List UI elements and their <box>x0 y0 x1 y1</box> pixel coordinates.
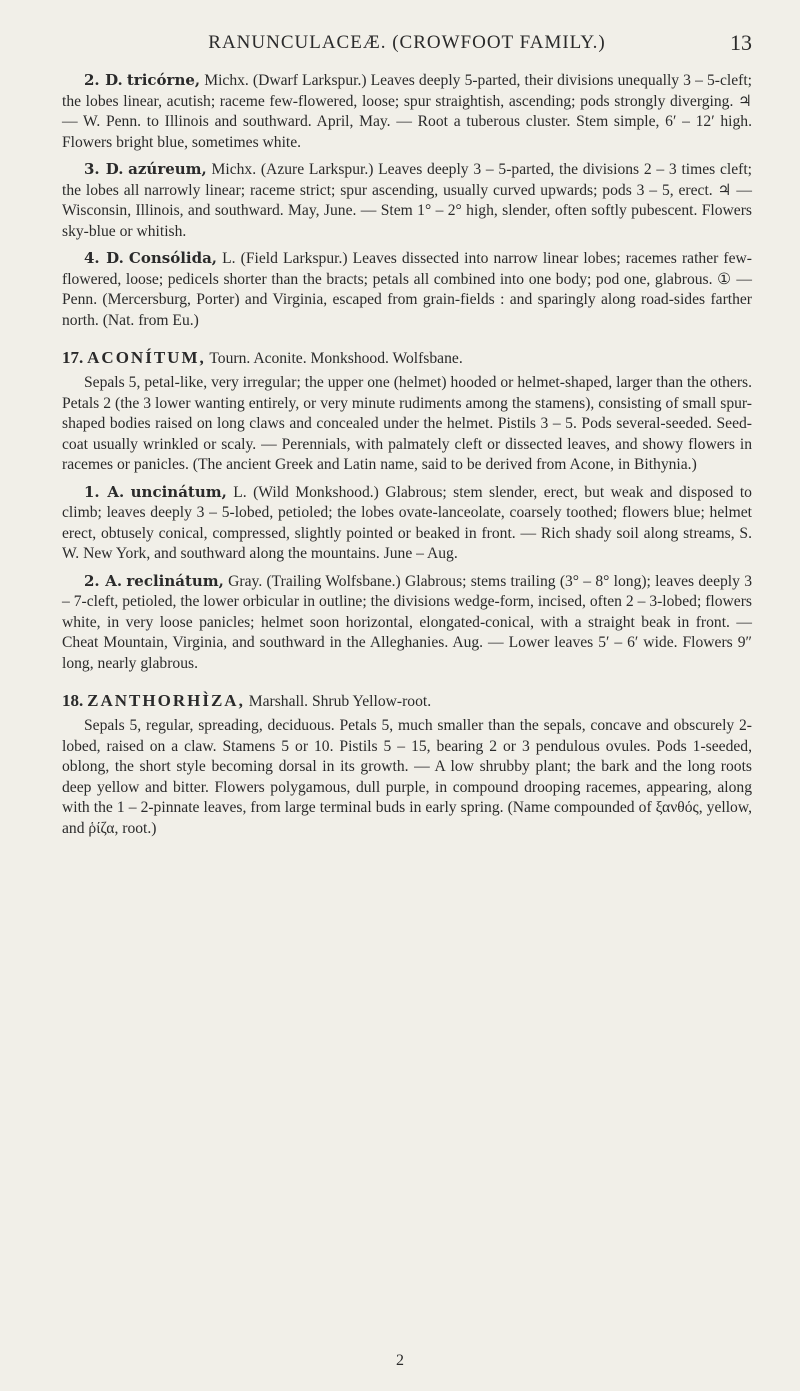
genus-name: ZANTHORHÌZA, <box>87 691 245 710</box>
species-number: 1. A. <box>84 482 125 501</box>
running-head: RANUNCULACEÆ. (CROWFOOT FAMILY.) <box>208 32 606 53</box>
genus-description: Sepals 5, regular, spreading, deciduous. Petals 5, much smaller than the sepals, concave and obscurely 2-lobed, raised on a claw. Stamens 5 or 10. Pistils 5 – 15, bearing 2 or 3 pendulous ovules. Pods 1-seeded, oblong, the short style becoming dorsal in its growth. — A low shrubby plant; the bark and the long roots deep yellow and bitter. Flowers polygamous, dull purple, in compound drooping racemes, appearing, along with the 1 – 2-pinnate leaves, from large terminal buds in early spring. (Name compounded of ξανθός, yellow, and ῥίζα, root.) <box>62 717 752 837</box>
species-entry <box>62 159 752 242</box>
species-number: 2. A. <box>84 571 123 590</box>
species-entry <box>62 482 752 565</box>
page-header <box>62 28 752 58</box>
species-text: L. (Field Larkspur.) Leaves dissected into narrow linear lobes; racemes rather few-flowered, loose; pedicels shorter than the bracts; petals all combined into one body; pod one, glabrous. ① — Penn. (Mercersburg, Porter) and Virginia, escaped from grain-fields : and sparingly along road-sides farther north. (Nat. from Eu.) <box>62 250 752 329</box>
species-name: Consólida, <box>128 249 218 267</box>
species-entry <box>62 571 752 675</box>
species-number: 3. D. <box>84 160 124 178</box>
species-name: reclinátum, <box>126 571 224 590</box>
species-entry <box>62 70 752 153</box>
aconitum-entries <box>62 482 752 675</box>
genus-authority: Marshall. Shrub Yellow-root. <box>248 693 432 710</box>
species-text: Gray. (Trailing Wolfsbane.) Glabrous; stems trailing (3° – 8° long); leaves deeply 3 – 7-cleft, petioled, the lower orbicular in outline; the divisions wedge-form, incised, often 2 – 3-lobed; flowers white, in very loose panicles; helmet soon horizontal, elongated-conical, with a straight beak in front. — Cheat Mountain, Virginia, and southward in the Alleghanies. Aug. — Lower leaves 5′ – 6′ wide. Flowers 9″ long, nearly glabrous. <box>62 572 752 672</box>
species-text: Michx. (Dwarf Larkspur.) Leaves deeply 5-parted, their divisions unequally 3 – 5-cleft; the lobes linear, acutish; raceme few-flowered, loose; spur straightish, ascending; pods strongly diverging. ♃ — W. Penn. to Illinois and southward. April, May. — Root a tuberous cluster. Stem simple, 6′ – 12′ high. Flowers bright blue, sometimes white. <box>62 72 752 151</box>
species-number: 2. D. <box>84 71 123 89</box>
page-number: 13 <box>730 30 752 55</box>
species-name: tricórne, <box>126 71 201 89</box>
genus-number: 17. <box>62 348 84 367</box>
signature-mark: 2 <box>396 1352 404 1369</box>
species-number: 4. D. <box>84 249 124 267</box>
genus-number: 18. <box>62 691 84 710</box>
genus-heading <box>62 690 752 712</box>
larkspur-entries <box>62 70 752 331</box>
genus-heading <box>62 347 752 369</box>
species-text: Michx. (Azure Larkspur.) Leaves deeply 3 – 5-parted, the divisions 2 – 3 times cleft; the lobes all narrowly linear; raceme strict; spur ascending, usually curved upwards; pods 3 – 5, erect. ♃ — Wisconsin, Illinois, and southward. May, June. — Stem 1° – 2° high, slender, often softly pubescent. Flowers sky-blue or whitish. <box>62 161 753 240</box>
genus-name: ACONÍTUM, <box>87 348 206 367</box>
species-entry <box>62 248 752 331</box>
species-text: L. (Wild Monkshood.) Glabrous; stem slender, erect, but weak and disposed to climb; leaves deeply 3 – 5-lobed, petioled; the lobes ovate-lanceolate, coarsely toothed; flowers blue; helmet erect, obtusely conical, compressed, slightly pointed or beaked in front. — Rich shady soil along streams, S. W. New York, and southward along the mountains. June – Aug. <box>62 483 752 562</box>
genus-description: Sepals 5, petal-like, very irregular; the upper one (helmet) hooded or helmet-shaped, larger than the others. Petals 2 (the 3 lower wanting entirely, or very minute rudiments among the stamens), consisting of small spur-shaped bodies raised on long claws and concealed under the helmet. Pistils 3 – 5. Pods several-seeded. Seed-coat usually wrinkled or scaly. — Perennials, with palmately cleft or dissected leaves, and showy flowers in racemes or panicles. (The ancient Greek and Latin name, said to be derived from Acone, in Bithynia.) <box>62 374 752 473</box>
genus-authority: Tourn. Aconite. Monkshood. Wolfsbane. <box>209 350 463 367</box>
species-name: uncinátum, <box>130 482 227 501</box>
species-name: azúreum, <box>128 160 207 178</box>
